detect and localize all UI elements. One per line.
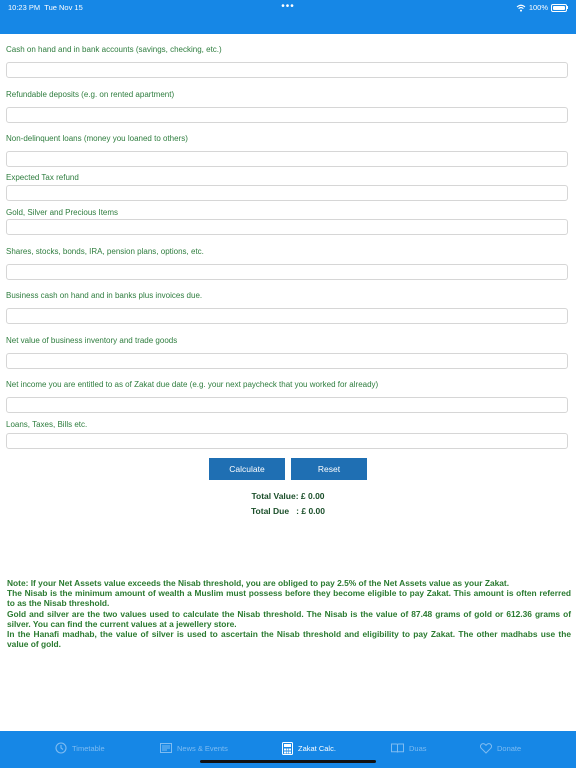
tab-label-duas: Duas [409,743,427,753]
total-value: Total Value: £ 0.00 [251,491,325,501]
status-right [516,3,568,12]
battery-percent: 100% [528,3,548,12]
gold-silver-input[interactable] [6,219,568,235]
business-cash-input[interactable] [6,308,568,324]
field-label-gold-silver: Gold, Silver and Precious Items [6,208,119,217]
calculate-button[interactable]: Calculate [209,458,285,480]
tab-news-events[interactable] [160,741,228,755]
note-line: Gold and silver are the two values used to calculate the Nisab threshold. The Nisab is the value of 87.48 grams of gold or 612.36 grams of silver. You can find the current values at a jewellery store. [7,608,571,629]
battery-nub [567,6,568,9]
deposits-input[interactable] [6,107,568,123]
field-label-shares: Shares, stocks, bonds, IRA, pension plans, options, etc. [6,247,204,256]
total-due: Total Due : £ 0.00 [250,506,325,516]
tab-duas[interactable] [391,741,427,755]
tax-refund-input[interactable] [6,185,568,201]
calculator-icon [282,742,293,755]
field-label-deposits: Refundable deposits (e.g. on rented apartment) [6,90,175,99]
multitasking-dots[interactable]: ••• [281,1,295,12]
note-line: In the Hanafi madhab, the value of silver is used to ascertain the Nisab threshold and eligibility to pay Zakat. The other madhabs use the value of gold. [7,629,571,650]
liabilities-input[interactable] [6,433,568,449]
field-label-liabilities: Loans, Taxes, Bills etc. [6,420,88,429]
field-label-business-cash: Business cash on hand and in banks plus invoices due. [6,291,203,300]
inventory-input[interactable] [6,353,568,369]
tab-timetable[interactable] [55,741,105,755]
loans-given-input[interactable] [6,151,568,167]
nisab-note [7,578,571,649]
clock-icon [55,742,67,754]
reset-button[interactable]: Reset [291,458,367,480]
tab-label-news-events: News & Events [177,743,228,753]
note-line: The Nisab is the minimum amount of wealth a Muslim must possess before they become eligible to pay Zakat. This amount is often referred to as the Nisab threshold. [7,588,571,609]
field-label-tax-refund: Expected Tax refund [6,173,79,182]
shares-input[interactable] [6,264,568,280]
header-bar [0,0,576,34]
book-icon [391,743,404,753]
tab-donate[interactable] [480,741,521,755]
home-indicator[interactable] [200,760,376,763]
field-label-net-income: Net income you are entitled to as of Zakat due date (e.g. your next paycheck that you worked for already) [6,380,379,389]
heart-icon [480,743,492,754]
tab-label-timetable: Timetable [72,743,105,753]
tab-label-zakat-calc: Zakat Calc. [298,743,336,753]
status-time-text: 10:23 PM [8,3,41,12]
tab-label-donate: Donate [497,743,522,753]
field-label-inventory: Net value of business inventory and trade goods [6,336,178,345]
battery-icon [551,4,567,12]
net-income-input[interactable] [6,397,568,413]
status-date-text: Tue Nov 15 [44,3,83,12]
note-line: Note: If your Net Assets value exceeds the Nisab threshold, you are obliged to pay 2.5% of the Net Assets value as your Zakat. [7,578,510,588]
tab-zakat-calc[interactable] [282,741,336,755]
newspaper-icon [160,743,172,753]
cash-input[interactable] [6,62,568,78]
wifi-icon [516,4,526,12]
field-label-loans-given: Non-delinquent loans (money you loaned to others) [6,134,188,143]
field-label-cash: Cash on hand and in bank accounts (savings, checking, etc.) [6,45,222,54]
